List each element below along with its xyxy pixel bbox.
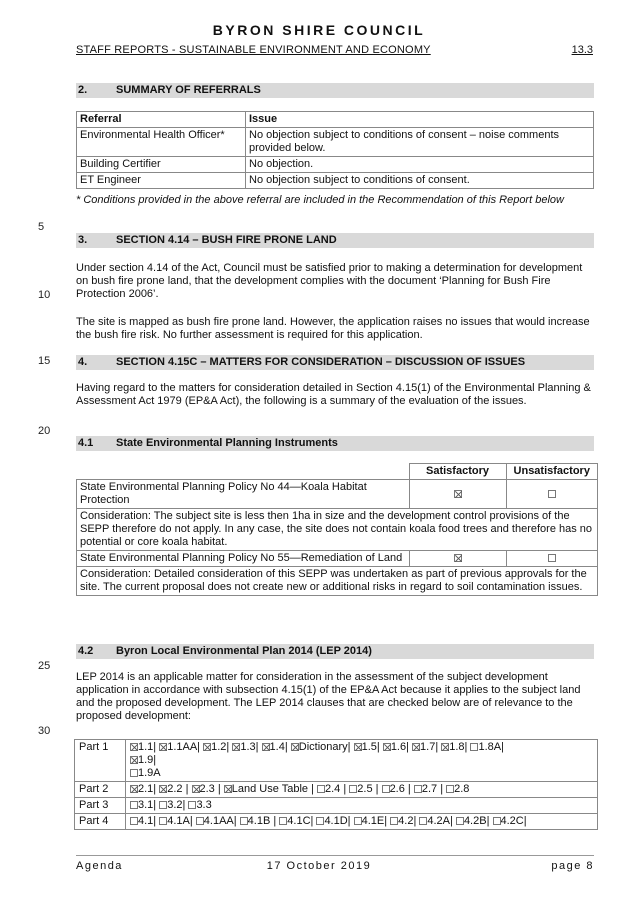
clause-item[interactable] <box>159 799 185 811</box>
checkbox-unchecked-icon[interactable] <box>130 817 138 825</box>
table-row <box>77 567 598 596</box>
checkbox-unchecked-icon[interactable] <box>349 785 357 793</box>
clause-list <box>126 740 598 782</box>
checkbox-checked-icon[interactable] <box>454 490 462 498</box>
checkbox-unchecked-icon[interactable] <box>470 743 478 751</box>
clause-item[interactable] <box>232 741 258 753</box>
consideration-text: Consideration: Detailed consideration of this SEPP was undertaken as part of previous approvals for the site. The current proposal does not create new or additional risks in regard to soil contamination issues. <box>77 567 598 596</box>
clause-label: 1.6| <box>390 741 409 753</box>
clause-item[interactable] <box>159 815 193 827</box>
clause-item[interactable] <box>383 741 409 753</box>
checkbox-unchecked-icon[interactable] <box>390 817 398 825</box>
checkbox-unchecked-icon[interactable] <box>130 769 138 777</box>
section-heading <box>76 436 594 451</box>
clause-label: 4.2C| <box>500 815 527 827</box>
checkbox-unchecked-icon[interactable] <box>446 785 454 793</box>
checkbox-unchecked-icon[interactable] <box>548 490 556 498</box>
checkbox-checked-icon[interactable] <box>130 756 138 764</box>
clause-item[interactable] <box>130 815 156 827</box>
section-title: SUMMARY OF REFERRALS <box>116 84 261 96</box>
clause-item[interactable] <box>130 767 161 779</box>
clause-label: 4.1D| <box>324 815 351 827</box>
clause-line <box>130 815 593 828</box>
clause-item[interactable] <box>441 741 467 753</box>
clause-list <box>126 814 598 830</box>
footer-agenda: Agenda <box>76 860 123 872</box>
clause-list <box>126 798 598 814</box>
clause-label: 3.3 <box>196 799 212 811</box>
clause-label: 2.6 | <box>389 783 411 795</box>
clause-item[interactable] <box>291 741 351 753</box>
clause-item[interactable] <box>382 783 411 795</box>
line-number: 10 <box>38 289 51 301</box>
clause-item[interactable] <box>316 815 350 827</box>
clause-label: Dictionary| <box>298 741 351 753</box>
checkbox-checked-icon[interactable] <box>203 743 211 751</box>
clause-label: 1.4| <box>269 741 288 753</box>
paragraph: Having regard to the matters for consideration detailed in Section 4.15(1) of the Environmental Planning & Assessment Act 1979 (EP&A Act), the following is a summary of the evaluation of the issues. <box>76 382 591 407</box>
checkbox-checked-icon[interactable] <box>354 743 362 751</box>
clause-item[interactable] <box>354 815 388 827</box>
lep-clauses-table <box>74 739 598 830</box>
consideration-text: Consideration: The subject site is less then 1ha in size and the development control provisions of the SEPP therefore do not apply. In any case, the site does not contain koala food trees and therefore has no potential or core koala habitat. <box>77 509 598 551</box>
clause-label: 4.2B| <box>463 815 490 827</box>
section-number: 3. <box>78 234 88 246</box>
checkbox-unchecked-icon[interactable] <box>317 785 325 793</box>
section-number: 4.2 <box>78 645 94 657</box>
clause-label: 4.1AA| <box>203 815 237 827</box>
paragraph: Under section 4.14 of the Act, Council must be satisfied prior to making a determination for development on bush fire prone land, that the development complies with the document ‘Planning for Bush Fire Protection 2006’. <box>76 262 583 300</box>
checkbox-checked-icon[interactable] <box>192 785 200 793</box>
clause-label: 4.2| <box>398 815 417 827</box>
clause-item[interactable] <box>317 783 346 795</box>
clause-item[interactable] <box>159 783 188 795</box>
checkbox-checked-icon[interactable] <box>130 743 138 751</box>
checkbox-checked-icon[interactable] <box>224 785 232 793</box>
clause-label: 1.3| <box>240 741 259 753</box>
clause-label: 2.5 | <box>357 783 379 795</box>
clause-label: 3.1| <box>138 799 157 811</box>
column-header: Referral <box>77 112 246 128</box>
clause-label: 4.2A| <box>427 815 453 827</box>
policy-name: State Environmental Planning Policy No 44—Koala Habitat Protection <box>77 480 410 509</box>
table-row <box>75 814 598 830</box>
clause-item[interactable] <box>493 815 527 827</box>
clause-label: 2.8 <box>454 783 470 795</box>
clause-line <box>130 754 593 767</box>
council-name: BYRON SHIRE COUNCIL <box>212 22 426 38</box>
section-title: State Environmental Planning Instruments <box>116 437 338 449</box>
line-number: 15 <box>38 355 51 367</box>
table-header-row <box>77 464 598 480</box>
clause-label: 1.9A <box>138 767 161 779</box>
clause-label: 1.5| <box>361 741 380 753</box>
section-number: 4. <box>78 356 88 368</box>
footer-divider <box>76 855 594 856</box>
checkbox-checked-icon[interactable] <box>441 743 449 751</box>
checkbox-unchecked-icon[interactable] <box>456 817 464 825</box>
clause-label: Land Use Table | <box>231 783 314 795</box>
table-row <box>75 740 598 782</box>
section-number: 2. <box>78 84 88 96</box>
line-number: 30 <box>38 725 51 737</box>
clause-label: 1.8| <box>449 741 468 753</box>
clause-line <box>130 767 593 780</box>
checkbox-unchecked-icon[interactable] <box>159 801 167 809</box>
checkbox-unchecked-icon[interactable] <box>159 817 167 825</box>
column-header: Unsatisfactory <box>506 464 598 480</box>
paragraph: LEP 2014 is an applicable matter for consideration in the assessment of the subject development application in accordance with subsection 4.15(1) of the EP&A Act because it applies to the subject land and the proposed development. The LEP 2014 clauses that are checked below are of relevance to the proposed development: <box>76 671 581 722</box>
clause-line <box>130 783 593 796</box>
clause-label: 4.1A| <box>167 815 193 827</box>
table-row <box>77 173 594 189</box>
policy-name: State Environmental Planning Policy No 55—Remediation of Land <box>77 551 410 567</box>
clause-label: 2.4 | <box>325 783 347 795</box>
checkbox-checked-icon[interactable] <box>383 743 391 751</box>
clause-label: 3.2| <box>167 799 186 811</box>
clause-label: 1.9| <box>138 754 157 766</box>
table-row <box>77 551 598 567</box>
sepp-table <box>76 463 598 596</box>
checkbox-checked-icon[interactable] <box>159 785 167 793</box>
checkbox-unchecked-icon[interactable] <box>354 817 362 825</box>
item-number: 13.3 <box>571 44 593 56</box>
line-number: 25 <box>38 660 51 672</box>
checkbox-unchecked-icon[interactable] <box>188 801 196 809</box>
clause-item[interactable] <box>196 815 237 827</box>
table-cell: ET Engineer <box>77 173 246 189</box>
clause-item[interactable] <box>203 741 229 753</box>
clause-item[interactable] <box>159 741 200 753</box>
checkbox-unchecked-icon[interactable] <box>414 785 422 793</box>
checkbox-checked-icon[interactable] <box>454 554 462 562</box>
section-title: SECTION 4.14 – BUSH FIRE PRONE LAND <box>116 234 337 246</box>
clause-label: 2.1| <box>138 783 157 795</box>
checkbox-unchecked-icon[interactable] <box>279 817 287 825</box>
checkbox-unchecked-icon[interactable] <box>240 817 248 825</box>
clause-item[interactable] <box>240 815 277 827</box>
part-label: Part 3 <box>75 798 126 814</box>
clause-label: 2.2 | <box>167 783 189 795</box>
table-cell: No objection. <box>246 157 594 173</box>
checkbox-unchecked-icon[interactable] <box>548 554 556 562</box>
clause-label: 4.1C| <box>287 815 314 827</box>
table-cell: Building Certifier <box>77 157 246 173</box>
checkbox-unchecked-icon[interactable] <box>316 817 324 825</box>
checkbox-checked-icon[interactable] <box>262 743 270 751</box>
paragraph: The site is mapped as bush fire prone land. However, the application raises no issues that would increase the bush fire risk. No further assessment is required for this application. <box>76 316 590 341</box>
checkbox-checked-icon[interactable] <box>291 743 299 751</box>
clause-line <box>130 741 593 754</box>
part-label: Part 2 <box>75 782 126 798</box>
clause-item[interactable] <box>390 815 416 827</box>
clause-label: 1.7| <box>420 741 439 753</box>
line-number: 5 <box>38 221 45 233</box>
table-row <box>77 480 598 509</box>
part-label: Part 4 <box>75 814 126 830</box>
checkbox-unchecked-icon[interactable] <box>419 817 427 825</box>
clause-item[interactable] <box>279 815 313 827</box>
section-heading <box>76 83 594 98</box>
clause-item[interactable] <box>224 783 314 795</box>
clause-item[interactable] <box>419 815 453 827</box>
table-row <box>77 157 594 173</box>
table-row <box>77 128 594 157</box>
section-title: SECTION 4.15C – MATTERS FOR CONSIDERATION – DISCUSSION OF ISSUES <box>116 356 526 368</box>
checkbox-checked-icon[interactable] <box>159 743 167 751</box>
checkbox-unchecked-icon[interactable] <box>382 785 390 793</box>
clause-item[interactable] <box>130 754 156 766</box>
clause-item[interactable] <box>414 783 443 795</box>
table-row <box>75 782 598 798</box>
clause-item[interactable] <box>412 741 438 753</box>
clause-label: 2.3 | <box>199 783 221 795</box>
checkbox-unchecked-icon[interactable] <box>493 817 501 825</box>
clause-item[interactable] <box>130 783 156 795</box>
line-number: 20 <box>38 425 51 437</box>
clause-item[interactable] <box>446 783 469 795</box>
clause-item[interactable] <box>188 799 211 811</box>
checkbox-checked-icon[interactable] <box>130 785 138 793</box>
clause-item[interactable] <box>262 741 288 753</box>
column-header: Issue <box>246 112 594 128</box>
clause-label: 2.7 | <box>421 783 444 795</box>
report-subtitle: STAFF REPORTS - SUSTAINABLE ENVIRONMENT AND ECONOMY <box>76 44 431 56</box>
clause-label: 4.1B | <box>247 815 277 827</box>
checkbox-checked-icon[interactable] <box>412 743 420 751</box>
checkbox-checked-icon[interactable] <box>232 743 240 751</box>
clause-label: 1.1| <box>138 741 157 753</box>
section-heading <box>76 233 594 248</box>
table-row <box>75 798 598 814</box>
section-title: Byron Local Environmental Plan 2014 (LEP 2014) <box>116 645 372 657</box>
clause-item[interactable] <box>456 815 490 827</box>
column-header: Satisfactory <box>409 464 506 480</box>
referral-footnote: * Conditions provided in the above referral are included in the Recommendation of this Report below <box>76 194 564 206</box>
clause-label: 4.1E| <box>361 815 388 827</box>
referrals-table <box>76 111 594 189</box>
clause-item[interactable] <box>470 741 504 753</box>
section-number: 4.1 <box>78 437 94 449</box>
clause-item[interactable] <box>192 783 221 795</box>
section-heading <box>76 355 594 370</box>
table-row <box>77 509 598 551</box>
checkbox-unchecked-icon[interactable] <box>196 817 204 825</box>
clause-label: 1.1AA| <box>167 741 201 753</box>
clause-list <box>126 782 598 798</box>
clause-item[interactable] <box>354 741 380 753</box>
section-heading <box>76 644 594 659</box>
clause-item[interactable] <box>349 783 378 795</box>
checkbox-unchecked-icon[interactable] <box>130 801 138 809</box>
footer-page: page 8 <box>551 860 594 872</box>
clause-line <box>130 799 593 812</box>
part-label: Part 1 <box>75 740 126 782</box>
clause-item[interactable] <box>130 799 156 811</box>
clause-label: 1.2| <box>211 741 230 753</box>
clause-label: 4.1| <box>138 815 157 827</box>
table-cell: No objection subject to conditions of consent. <box>246 173 594 189</box>
clause-label: 1.8A| <box>478 741 504 753</box>
footer-date: 17 October 2019 <box>266 860 372 872</box>
table-header-row <box>77 112 594 128</box>
clause-item[interactable] <box>130 741 156 753</box>
table-cell: Environmental Health Officer* <box>77 128 246 157</box>
table-cell: No objection subject to conditions of consent – noise comments provided below. <box>246 128 594 157</box>
